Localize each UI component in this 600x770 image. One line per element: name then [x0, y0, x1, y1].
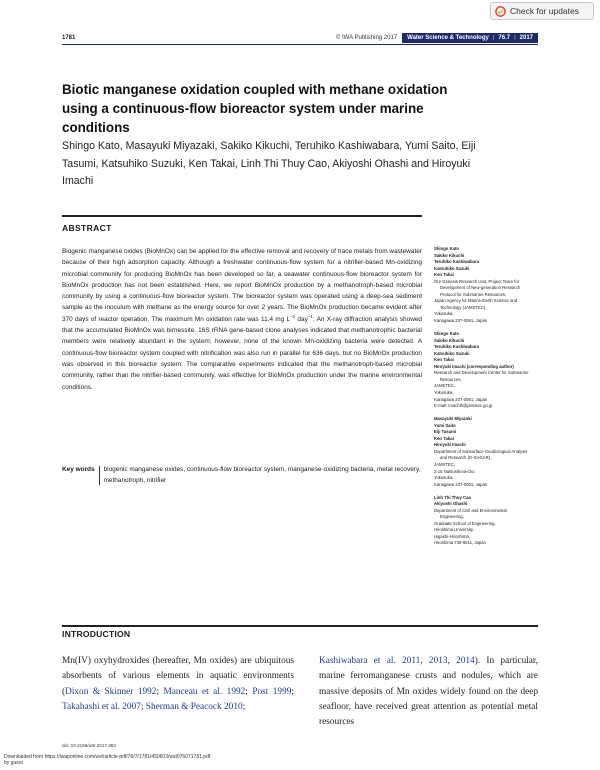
abstract-text-part: . An X-ray diffraction analysis showed that the accumulated BioMnOx was birnessite. 16S rRNA gene-based clone analyses indicated that methanotrophic bacterial members were relatively abundant in the system; however, none of the known Mn-oxidizing bacteria were detected. A continuous-flow bioreactor system coupled with nitrification was also run in parallel for 636 days, but no BioMnOx production was observed in this bioreactor system. The comparative experiments indicated that the methanotroph-based microbial community, rather than the nitrifier-based community, was effective for BioMnOx production under the marine environmental conditions.: [62, 315, 423, 391]
affiliation-address-line: and Research (D-SUGAR),: [440, 455, 492, 461]
affiliation-author-name: Masayuki Miyazaki: [434, 416, 472, 422]
superscript: −1: [307, 313, 313, 319]
abstract-rule: [62, 215, 422, 217]
affiliation-address-line: 2-15 Natsushima-cho,: [434, 468, 476, 474]
body-text: ,: [447, 656, 457, 666]
body-text: ;: [291, 686, 294, 697]
body-text: ;: [140, 701, 146, 712]
affiliation-address-line: Kanagawa 237-0061, Japan: [434, 481, 488, 487]
affiliation-address-line: Protocol for Submarine Resources,: [440, 291, 507, 297]
affiliation-address-line: Development of New-generation Research: [440, 285, 521, 291]
affiliation-author-name: Ken Takai: [434, 272, 454, 278]
citation-link[interactable]: 2013: [428, 656, 448, 666]
introduction-rule: [62, 625, 538, 627]
affiliation-author-name: Sakiko Kikuchi: [434, 252, 465, 258]
keywords-divider: [99, 466, 100, 485]
affiliation-author-name: Teruhiko Kashiwabara: [434, 259, 480, 265]
affiliation-author-name: Katsuhiko Suzuki: [434, 350, 470, 356]
affiliation-block: [434, 416, 544, 488]
affiliation-address-line: Kanagawa 237-0061, Japan: [434, 318, 488, 324]
affiliation-address-line: Research and Development Center for Submarine: [434, 370, 529, 376]
affiliation-author-name: Ken Takai: [434, 435, 454, 441]
affiliation-address-line: Higashi-Hiroshima,: [434, 533, 470, 539]
download-note: [4, 754, 210, 766]
citation-link[interactable]: Post 1999: [252, 686, 292, 697]
affiliation-address-line: Technology (JAMSTEC),: [440, 304, 487, 310]
affiliation-address-line: JAMSTEC,: [434, 461, 456, 467]
citation-link[interactable]: 2014: [456, 656, 475, 666]
affiliations-sidebar: [434, 246, 544, 554]
affiliation-author-name: Yumi Saito: [434, 422, 456, 428]
affiliation-address-line: Yokosuka,: [434, 389, 454, 395]
citation-link[interactable]: Kashiwabara et al. 2011: [319, 656, 421, 666]
keywords-label: Key words: [62, 466, 95, 473]
affiliation-address-line: JAMSTEC,: [434, 383, 456, 389]
header-rule: [62, 44, 538, 45]
affiliation-author-name: Shingo Kato: [434, 331, 460, 337]
citation-link[interactable]: Sherman & Peacock 2010: [145, 701, 243, 712]
body-text: ;: [156, 686, 164, 697]
check-for-updates-button[interactable]: [490, 2, 594, 20]
affiliation-address-line: Ore Genesis Research Unit, Project Team for: [434, 278, 520, 284]
affiliation-author-name: Hiroyuki Imachi: [434, 442, 466, 448]
journal-banner: [402, 33, 538, 43]
download-guest-line: by guest: [4, 760, 23, 766]
journal-volume: 76.7: [498, 35, 511, 41]
article-title: Biotic manganese oxidation coupled with methane oxidation using a continuous-flow bioreactor system under marine conditions: [62, 82, 448, 135]
keywords-row: [62, 464, 422, 487]
affiliation-address-line: Kanagawa 237-0061, Japan: [434, 396, 488, 402]
affiliation-address-line: Japan Agency for Marine-Earth Science and: [434, 298, 518, 304]
affiliation-address-line: Yokosuka,: [434, 311, 454, 317]
superscript: −1: [290, 313, 296, 319]
separator: |: [492, 35, 495, 41]
introduction-left-column: [62, 654, 294, 715]
affiliation-author-name: Akiyoshi Ohashi: [434, 501, 468, 507]
affiliation-author-name: Shingo Kato: [434, 246, 460, 251]
affiliation-author-name: Teruhiko Kashiwabara: [434, 344, 480, 350]
affiliation-address-line: Hiroshima University,: [434, 527, 474, 533]
journal-year: 2017: [519, 35, 533, 41]
body-text: ;: [242, 701, 246, 712]
affiliation-address-line: Yokosuka,: [434, 475, 454, 481]
check-updates-label: Check for updates: [510, 6, 579, 16]
abstract-text-part: day: [295, 315, 308, 323]
affiliation-address-line: Graduate School of Engineering,: [434, 520, 496, 526]
affiliation-address-line: Resources,: [440, 376, 462, 382]
affiliation-block: [434, 495, 544, 547]
check-updates-icon: [495, 6, 506, 17]
affiliation-author-name: Hiroyuki Imachi (corresponding author): [434, 363, 514, 369]
affiliation-block: [434, 331, 544, 410]
affiliation-address-line: Department of Civil and Environmental: [434, 507, 507, 513]
abstract-body: [62, 246, 422, 393]
keywords-list: biogenic manganese oxides, continuous-flow bioreactor system, manganese-oxidizing bacteria, metal recovery, methanotroph, nitrifier: [103, 466, 421, 485]
publisher-text: © IWA Publishing 2017: [335, 35, 398, 41]
affiliation-author-name: Linh Thi Thuy Cao: [434, 494, 472, 500]
affiliation-address-line: Hiroshima 739-8511, Japan: [434, 540, 486, 546]
page-number: 1781: [62, 35, 76, 41]
affiliation-author-name: Eiji Tasumi: [434, 429, 457, 435]
affiliation-address-line: Department of Subsurface Geobiological Analysis: [434, 448, 528, 454]
affiliation-address-line: Engineering,: [440, 514, 464, 520]
doi-text: doi: 10.2166/wst.2017.363: [62, 743, 116, 748]
journal-name: Water Science & Technology: [407, 35, 489, 41]
body-text: Mn(IV) oxyhydroxides (hereafter, Mn oxides) are ubiquitous absorbents of various elements in aquatic environments (: [62, 656, 294, 697]
introduction-heading: INTRODUCTION: [62, 629, 131, 639]
affiliation-block: [434, 246, 544, 325]
introduction-right-column: [319, 654, 538, 730]
separator: |: [514, 35, 516, 41]
abstract-heading: ABSTRACT: [62, 223, 112, 233]
affiliation-author-name: Ken Takai: [434, 357, 454, 363]
author-list: Shingo Kato, Masayuki Miyazaki, Sakiko Kikuchi, Teruhiko Kashiwabara, Yumi Saito, Eiji Tasumi, Katsuhiko Suzuki, Ken Takai, Linh Thi Thuy Cao, Akiyoshi Ohashi and Hiroyuki Imachi: [62, 140, 476, 187]
body-text: ;: [245, 686, 253, 697]
affiliation-author-name: Sakiko Kikuchi: [434, 337, 465, 343]
affiliation-address-line: E-mail: imachih@jamstec.go.jp: [434, 403, 493, 409]
citation-link[interactable]: Takahashi et al. 2007: [62, 701, 141, 712]
citation-link[interactable]: Dixon & Skinner 1992: [65, 686, 157, 697]
affiliation-author-name: Katsuhiko Suzuki: [434, 265, 470, 271]
abstract-text-part: Biogenic manganese oxides (BioMnOx) can be applied for the effective removal and recovery of trace metals from wastewater because of their high adsorption capacity. Although a freshwater continuous-flow system for a nitrifier-based Mn-oxidizing microbial community for producing BioMnOx has been developed so far, a seawater continuous-flow bioreactor system for BioMnOx production has not been established. Here, we report BioMnOx production by a methanotroph-based microbial community by using a continuous-flow bioreactor system. The bioreactor system was operated using a deep-sea sediment sample as the inoculum with methane as the energy source for over 2 years. The BioMnOx production became evident after 370 days of reactor operation. The maximum Mn oxidation rate was 11.4 mg L: [62, 248, 422, 323]
citation-link[interactable]: Manceau et al. 1992: [163, 686, 246, 697]
download-url-line: Downloaded from https://iwaponline.com/wst/article-pdf/76/7/1781/450603/wst076071781.pdf: [4, 754, 211, 760]
running-header: [331, 33, 538, 43]
body-text: ,: [420, 656, 429, 666]
body-text: ). In particular, marine ferromanganese crusts and nodules, which are massive deposits of Mn oxides widely found on the deep seafloor, have received great attention as potential metal resources: [319, 656, 538, 728]
